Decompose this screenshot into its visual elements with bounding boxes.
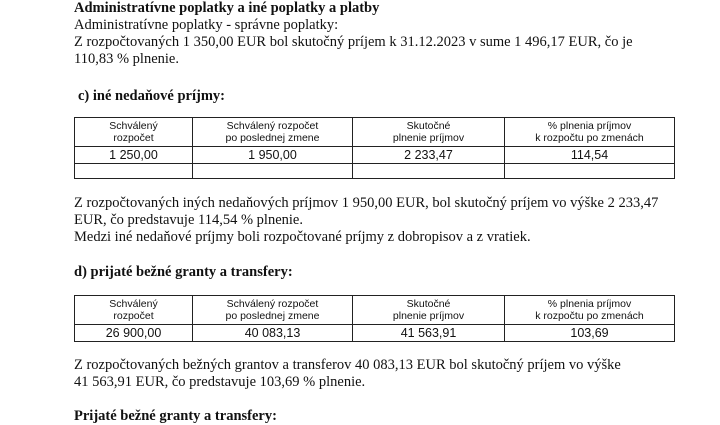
paragraph-nontax-line3: Medzi iné nedaňové príjmy boli rozpočtované príjmy z dobropisov a z vratiek.	[74, 229, 531, 245]
paragraph-nontax-line1: Z rozpočtovaných iných nedaňových príjmov 1 950,00 EUR, bol skutočný príjem vo výške 2 233,47	[74, 195, 659, 211]
paragraph-nontax-line2: EUR, čo predstavuje 114,54 % plnenie.	[74, 212, 303, 228]
cell-approved-budget: 1 250,00	[75, 147, 193, 164]
table-row	[75, 147, 675, 164]
paragraph-admin-fees-line2: 110,83 % plnenie.	[74, 51, 179, 67]
paragraph-grants-line2: 41 563,91 EUR, čo predstavuje 103,69 % plnenie.	[74, 374, 366, 390]
cell-budget-after-change: 40 083,13	[193, 325, 353, 342]
section-heading-d: d) prijaté bežné granty a transfery:	[74, 264, 293, 280]
table-row-empty	[75, 164, 675, 179]
subheading-admin-fees: Administratívne poplatky - správne poplatky:	[74, 17, 339, 33]
table-row	[75, 325, 675, 342]
header-actual-income: Skutočné plnenie príjmov	[353, 296, 505, 325]
cell-actual-income: 2 233,47	[353, 147, 505, 164]
cell-percent-fulfilment: 114,54	[505, 147, 675, 164]
footer-heading: Prijaté bežné granty a transfery:	[74, 408, 277, 424]
table-grants-transfers	[74, 295, 675, 342]
header-percent-fulfilment: % plnenia príjmov k rozpočtu po zmenách	[505, 296, 675, 325]
header-budget-after-change: Schválený rozpočet po poslednej zmene	[193, 296, 353, 325]
section-heading-c: c) iné nedaňové príjmy:	[78, 88, 225, 104]
header-budget-after-change: Schválený rozpočet po poslednej zmene	[193, 118, 353, 147]
table-nontax-income	[74, 117, 675, 179]
paragraph-admin-fees-line1: Z rozpočtovaných 1 350,00 EUR bol skutočný príjem k 31.12.2023 v sume 1 496,17 EUR, čo je	[74, 34, 633, 50]
section-heading-admin-fees: Administratívne poplatky a iné poplatky a platby	[74, 0, 380, 16]
cell-budget-after-change: 1 950,00	[193, 147, 353, 164]
header-actual-income: Skutočné plnenie príjmov	[353, 118, 505, 147]
cell-percent-fulfilment: 103,69	[505, 325, 675, 342]
cell-approved-budget: 26 900,00	[75, 325, 193, 342]
paragraph-grants-line1: Z rozpočtovaných bežných grantov a transferov 40 083,13 EUR bol skutočný príjem vo výške	[74, 357, 621, 373]
header-approved-budget: Schválený rozpočet	[75, 118, 193, 147]
table-header-row	[75, 296, 675, 325]
table-header-row	[75, 118, 675, 147]
cell-actual-income: 41 563,91	[353, 325, 505, 342]
header-percent-fulfilment: % plnenia príjmov k rozpočtu po zmenách	[505, 118, 675, 147]
header-approved-budget: Schválený rozpočet	[75, 296, 193, 325]
